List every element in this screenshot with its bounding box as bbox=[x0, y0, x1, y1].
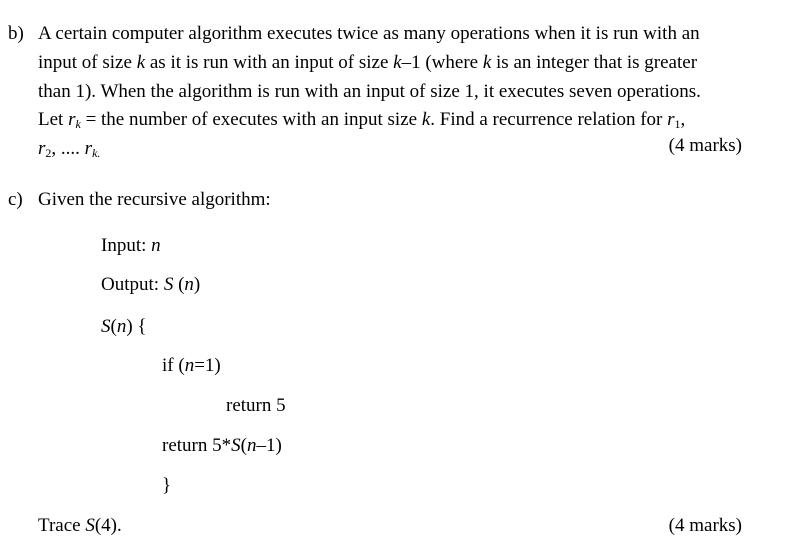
algorithm-output-line: Output: S (n) bbox=[101, 274, 201, 295]
question-c-marker: c) bbox=[8, 189, 23, 210]
algorithm-closing-brace: } bbox=[162, 475, 172, 496]
question-c-trace: Trace S(4). bbox=[38, 515, 122, 536]
algorithm-return-base: return 5 bbox=[226, 395, 286, 416]
question-b-line-5: $r_2$, .... $r_{k.}$ bbox=[38, 138, 101, 160]
algorithm-input-line: Input: n bbox=[101, 235, 161, 256]
question-b-marks: (4 marks) bbox=[668, 135, 742, 156]
question-b-line-2: input of size k as it is run with an input of size k–1 (where k is an integer that is greater bbox=[38, 52, 698, 73]
question-b-line-3: than 1). When the algorithm is run with an input of size 1, it executes seven operations. bbox=[38, 81, 701, 102]
algorithm-if-line: if (n=1) bbox=[162, 355, 221, 376]
question-b-line-4: Let $r_k$ = the number of executes with an input size k. Find a recurrence relation for $r_1$, bbox=[38, 109, 686, 131]
question-b-marker: b) bbox=[8, 23, 24, 44]
question-c-intro: Given the recursive algorithm: bbox=[38, 189, 271, 210]
question-c-marks: (4 marks) bbox=[668, 515, 742, 536]
question-b-line-1: A certain computer algorithm executes twice as many operations when it is run with an bbox=[38, 23, 700, 44]
algorithm-return-recursive: return 5*S(n–1) bbox=[162, 435, 282, 456]
algorithm-function-header: S(n) { bbox=[101, 316, 147, 337]
